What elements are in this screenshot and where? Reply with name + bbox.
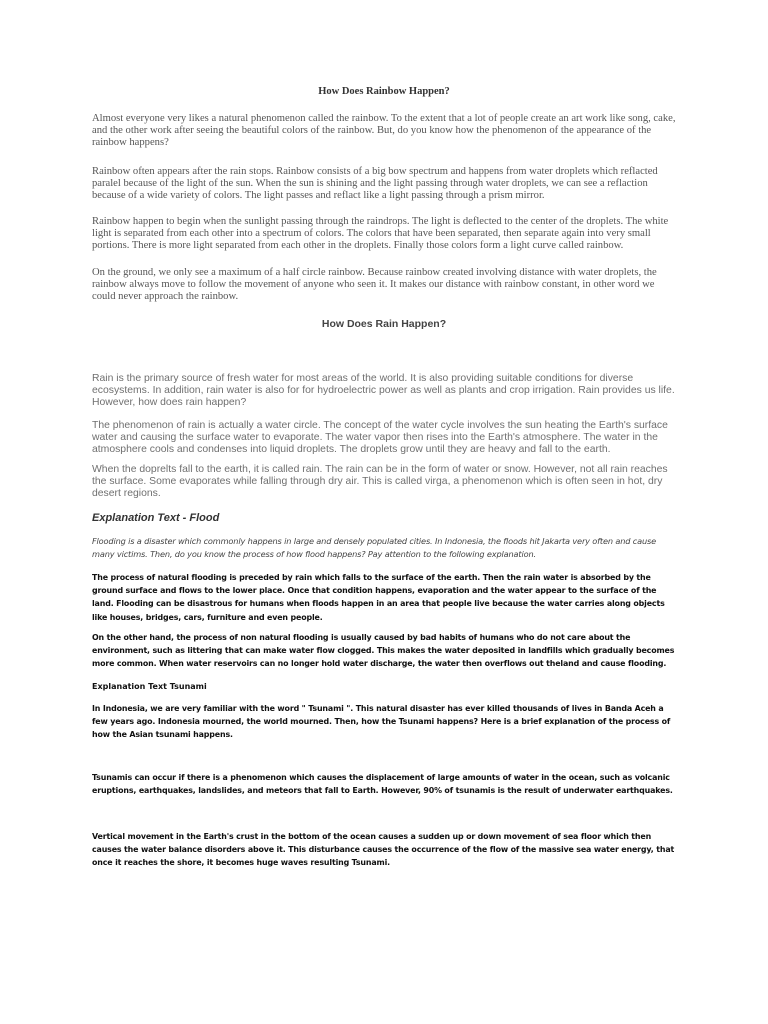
- rainbow-paragraph-4: On the ground, we only see a maximum of a half circle rainbow. Because rainbow created involving distance with water droplets, the rainbow always move to follow the movement of anyone who seen it. It makes our distance with rainbow constant, in other word we could never approach the rainbow.: [92, 267, 657, 303]
- tsunami-paragraph-2: Tsunamis can occur if there is a phenomenon which causes the displacement of large amounts of water in the ocean, such as volcanic eruptions, earthquakes, landslides, and meteors that fall to Earth. However, 90% of tsunamis is the result of underwater earthquakes.: [92, 773, 673, 796]
- tsunami-paragraph-1: In Indonesia, we are very familiar with the word " Tsunami ". This natural disaster has ever killed thousands of lives in Banda Aceh a few years ago. Indonesia mourned, the world mourned. Then, how the Tsunami happens? Here is a brief explanation of the process of how the Asian tsunami happens.: [92, 704, 671, 740]
- tsunami-title: Explanation Text Tsunami: [92, 682, 207, 691]
- rainbow-paragraph-3: Rainbow happen to begin when the sunlight passing through the raindrops. The light is deflected to the center of the droplets. The white light is separated from each other into a spectrum of colors. The colors that have been separated, then separate again into very small portions. There is more light separated from each other in the droplets. Finally those colors form a light curve called rainbow.: [92, 216, 669, 252]
- rainbow-paragraph-2: Rainbow often appears after the rain stops. Rainbow consists of a big bow spectrum and happens from water droplets which reflacted paralel because of the light of the sun. When the sun is shining and the light passing through water droplets, we can see a reflaction because of a wide variety of colors. The light passes and reflact like a light passing through a prism mirror.: [92, 166, 658, 202]
- flood-title: Explanation Text - Flood: [92, 512, 220, 524]
- flood-paragraph-1: The process of natural flooding is preceded by rain which falls to the surface of the earth. Then the rain water is absorbed by the ground surface and flows to the lower place. Once that condition happens, evaporation and the water appear to the surface of the land. Flooding can be disastrous for humans when floods happen in an area that people live because the water carries along objects like houses, bridges, cars, furniture and even people.: [92, 573, 665, 622]
- tsunami-paragraph-3: Vertical movement in the Earth's crust in the bottom of the ocean causes a sudden up or down movement of sea floor which then causes the water balance disorders above it. This disturbance causes the occurrence of the flow of the massive sea water energy, that once it reaches the shore, it becomes huge waves resulting Tsunami.: [92, 832, 675, 868]
- rainbow-title: How Does Rainbow Happen?: [318, 86, 450, 97]
- flood-paragraph-2: On the other hand, the process of non natural flooding is usually caused by bad habits of humans who do not care about the environment, such as littering that can make water flow clogged. This makes the water deposited in landfills which gradually becomes more common. When water reservoirs can no longer hold water discharge, the water then overflows out theland and cause flooding.: [92, 633, 675, 669]
- rain-paragraph-3: When the doprelts fall to the earth, it is called rain. The rain can be in the form of water or snow. However, not all rain reaches the surface. Some evaporates while falling through dry air. This is called virga, a phenomenon which is often seen in hot, dry desert regions.: [92, 464, 668, 499]
- flood-intro: Flooding is a disaster which commonly happens in large and densely populated cities. In Indonesia, the floods hit Jakarta very often and cause many victims. Then, do you know the process of how flood happens? Pay attention to the following explanation.: [92, 536, 657, 560]
- rain-paragraph-1: Rain is the primary source of fresh water for most areas of the world. It is also providing suitable conditions for diverse ecosystems. In addition, rain water is also for for hydroelectric power as well as plants and crop irrigation. Rain provides us life. However, how does rain happen?: [92, 373, 675, 408]
- rain-paragraph-2: The phenomenon of rain is actually a water circle. The concept of the water cycle involves the sun heating the Earth's surface water and causing the surface water to evaporate. The water vapor then rises into the Earth's atmosphere. The water in the atmosphere cools and condenses into liquid droplets. The droplets grow until they are heavy and fall to the earth.: [92, 420, 668, 455]
- rain-title: How Does Rain Happen?: [321, 318, 447, 330]
- rainbow-paragraph-1: Almost everyone very likes a natural phenomenon called the rainbow. To the extent that a lot of people create an art work like song, cake, and the other work after seeing the beautiful colors of the rainbow. But, do you know how the phenomenon of the appearance of the rainbow happens?: [92, 113, 676, 149]
